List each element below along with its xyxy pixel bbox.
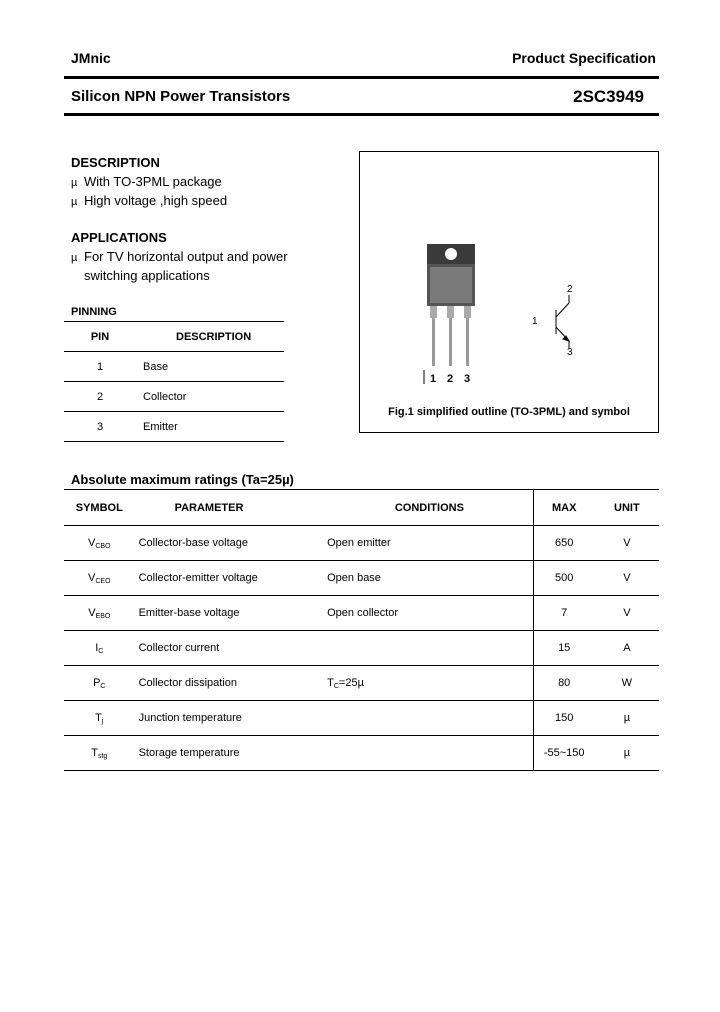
- product-family-title: Silicon NPN Power Transistors: [71, 88, 291, 105]
- symbol-cell: $I_C$: [64, 631, 135, 666]
- unit-cell: V: [595, 526, 659, 561]
- unit-cell: V: [595, 596, 659, 631]
- symbol-emitter-label: 3: [567, 347, 573, 358]
- column-header: PARAMETER: [135, 490, 324, 526]
- parameter-cell: Junction temperature: [135, 701, 324, 736]
- pinning-table: [64, 321, 284, 442]
- conditions-cell: Open emitter: [323, 526, 533, 561]
- parameter-cell: Collector-base voltage: [135, 526, 324, 561]
- symbol-cell: $T_j$: [64, 701, 135, 736]
- ratings-table: [64, 489, 659, 771]
- description-item: [71, 193, 227, 208]
- parameter-cell: Collector-emitter voltage: [135, 561, 324, 596]
- table-row: [64, 631, 659, 666]
- column-header: MAX: [533, 490, 595, 526]
- company-name: JMnic: [71, 50, 111, 66]
- npn-transistor-symbol: [556, 295, 569, 348]
- applications-text-continued: switching applications: [84, 268, 210, 283]
- conditions-cell: [323, 701, 533, 736]
- bullet-mark: µ: [71, 196, 78, 208]
- unit-cell: µ: [595, 736, 659, 771]
- package-pin-label: 3: [464, 373, 471, 385]
- conditions-cell: Open collector: [323, 596, 533, 631]
- ratings-heading: Absolute maximum ratings (Ta=25µ): [71, 472, 294, 487]
- pin-description: Collector: [136, 382, 284, 412]
- symbol-cell: $V_{CBO}$: [64, 526, 135, 561]
- description-text: With TO-3PML package: [84, 174, 222, 189]
- column-header: DESCRIPTION: [136, 322, 284, 352]
- to3pml-package-drawing: [424, 244, 475, 384]
- conditions-cell: [323, 736, 533, 771]
- column-header: UNIT: [595, 490, 659, 526]
- table-row: [64, 596, 659, 631]
- parameter-cell: Storage temperature: [135, 736, 324, 771]
- applications-text: For TV horizontal output and power: [84, 249, 288, 264]
- package-and-symbol-figure: [360, 152, 658, 432]
- bullet-mark: µ: [71, 252, 78, 264]
- pin-number: 2: [64, 382, 136, 412]
- max-cell: 7: [533, 596, 595, 631]
- parameter-cell: Collector dissipation: [135, 666, 324, 701]
- max-cell: 80: [533, 666, 595, 701]
- conditions-cell: Open base: [323, 561, 533, 596]
- symbol-base-label: 1: [532, 316, 538, 327]
- unit-cell: µ: [595, 701, 659, 736]
- table-row: [64, 736, 659, 771]
- conditions-cell: [323, 631, 533, 666]
- table-row: [64, 526, 659, 561]
- figure-box: [359, 151, 659, 433]
- description-item: [71, 174, 222, 189]
- unit-cell: V: [595, 561, 659, 596]
- pinning-heading: PINNING: [71, 306, 117, 318]
- part-number: 2SC3949: [573, 87, 644, 106]
- column-header: PIN: [64, 322, 136, 352]
- unit-cell: W: [595, 666, 659, 701]
- description-text: High voltage ,high speed: [84, 193, 228, 208]
- table-row: [64, 666, 659, 701]
- package-pin-label: 1: [430, 373, 437, 385]
- max-cell: -55~150: [533, 736, 595, 771]
- document-type: Product Specification: [512, 50, 656, 66]
- table-row: [64, 701, 659, 736]
- table-row: [64, 382, 284, 412]
- table-row: [64, 412, 284, 442]
- unit-cell: A: [595, 631, 659, 666]
- max-cell: 150: [533, 701, 595, 736]
- applications-heading: APPLICATIONS: [71, 230, 167, 245]
- bullet-mark: µ: [71, 177, 78, 189]
- symbol-cell: $T_{stg}$: [64, 736, 135, 771]
- symbol-cell: $P_C$: [64, 666, 135, 701]
- table-header-row: [64, 322, 284, 352]
- header-rule: [64, 76, 659, 79]
- max-cell: 650: [533, 526, 595, 561]
- pin-number: 1: [64, 352, 136, 382]
- description-heading: DESCRIPTION: [71, 155, 160, 170]
- parameter-cell: Collector current: [135, 631, 324, 666]
- title-rule: [64, 113, 659, 116]
- applications-item: [71, 249, 288, 264]
- table-row: [64, 561, 659, 596]
- table-header-row: [64, 490, 659, 526]
- max-cell: 15: [533, 631, 595, 666]
- conditions-cell: $T_C=25\mu$: [323, 666, 533, 701]
- package-pin-label: 2: [447, 373, 454, 385]
- symbol-cell: $V_{CEO}$: [64, 561, 135, 596]
- symbol-cell: $V_{EBO}$: [64, 596, 135, 631]
- pin-description: Emitter: [136, 412, 284, 442]
- parameter-cell: Emitter-base voltage: [135, 596, 324, 631]
- pin-number: 3: [64, 412, 136, 442]
- table-row: [64, 352, 284, 382]
- pin-description: Base: [136, 352, 284, 382]
- column-header: SYMBOL: [64, 490, 135, 526]
- column-header: CONDITIONS: [323, 490, 533, 526]
- figure-caption: Fig.1 simplified outline (TO-3PML) and symbol: [388, 406, 630, 418]
- max-cell: 500: [533, 561, 595, 596]
- symbol-collector-label: 2: [567, 284, 573, 295]
